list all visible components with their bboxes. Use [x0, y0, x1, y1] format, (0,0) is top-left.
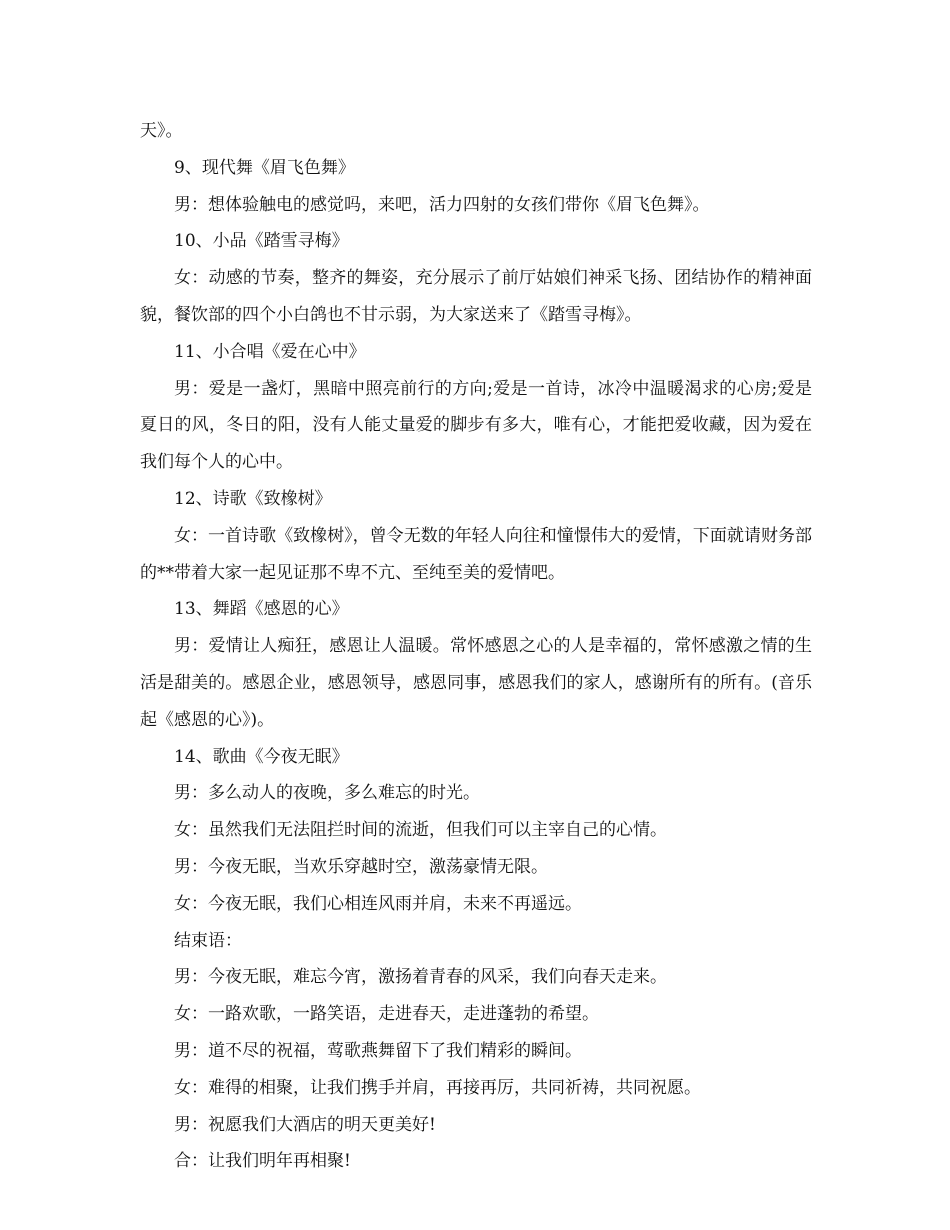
closing-heading: 结束语： — [174, 930, 242, 951]
program-heading-9: 9、现代舞《眉飞色舞》 — [174, 157, 355, 178]
host-line: 男：道不尽的祝福，莺歌燕舞留下了我们精彩的瞬间。 — [174, 1040, 582, 1061]
host-line: 女：动感的节奏，整齐的舞姿，充分展示了前厅姑娘们神采飞扬、团结协作的精神面貌，餐饮部的四个小白鸽也不甘示弱，为大家送来了《踏雪寻梅》。 — [140, 268, 812, 325]
host-line: 合：让我们明年再相聚! — [174, 1151, 351, 1172]
host-line: 女：虽然我们无法阻拦时间的流逝，但我们可以主宰自己的心情。 — [174, 820, 667, 841]
host-line: 男：爱是一盏灯，黑暗中照亮前行的方向;爱是一首诗，冰冷中温暖渴求的心房;爱是夏日的风，冬日的阳，没有人能丈量爱的脚步有多大，唯有心，才能把爱收藏，因为爱在我们每个人的心中。 — [140, 378, 812, 473]
paragraph-continuation: 天》。 — [140, 121, 183, 141]
host-line: 男：今夜无眠，难忘今宵，激扬着青春的风采，我们向春天走来。 — [174, 967, 667, 988]
document-body — [140, 113, 812, 1180]
host-line: 女：难得的相聚，让我们携手并肩，再接再厉，共同祈祷，共同祝愿。 — [174, 1077, 701, 1098]
program-heading-14: 14、歌曲《今夜无眠》 — [174, 746, 349, 767]
host-line: 男：爱情让人痴狂，感恩让人温暖。常怀感恩之心的人是幸福的，常怀感激之情的生活是甜美的。感恩企业，感恩领导，感恩同事，感恩我们的家人，感谢所有的所有。(音乐起《感恩的心》)。 — [140, 636, 812, 730]
host-line: 男：今夜无眠，当欢乐穿越时空，激荡豪情无限。 — [174, 856, 548, 877]
program-heading-10: 10、小品《踏雪寻梅》 — [174, 231, 349, 252]
host-line: 男：想体验触电的感觉吗，来吧，活力四射的女孩们带你《眉飞色舞》。 — [174, 194, 710, 215]
host-line: 女：一路欢歌，一路笑语，走进春天，走进蓬勃的希望。 — [174, 1004, 599, 1025]
program-heading-12: 12、诗歌《致橡树》 — [174, 488, 332, 509]
host-line: 男：祝愿我们大酒店的明天更美好! — [174, 1114, 436, 1135]
host-line: 女：一首诗歌《致橡树》，曾令无数的年轻人向往和憧憬伟大的爱情，下面就请财务部的**带着大家一起见证那不卑不亢、至纯至美的爱情吧。 — [140, 525, 812, 583]
host-line: 女：今夜无眠，我们心相连风雨并肩，未来不再遥远。 — [174, 893, 582, 914]
program-heading-13: 13、舞蹈《感恩的心》 — [174, 599, 349, 620]
host-line: 男：多么动人的夜晚，多么难忘的时光。 — [174, 783, 480, 804]
program-heading-11: 11、小合唱《爱在心中》 — [174, 341, 366, 362]
